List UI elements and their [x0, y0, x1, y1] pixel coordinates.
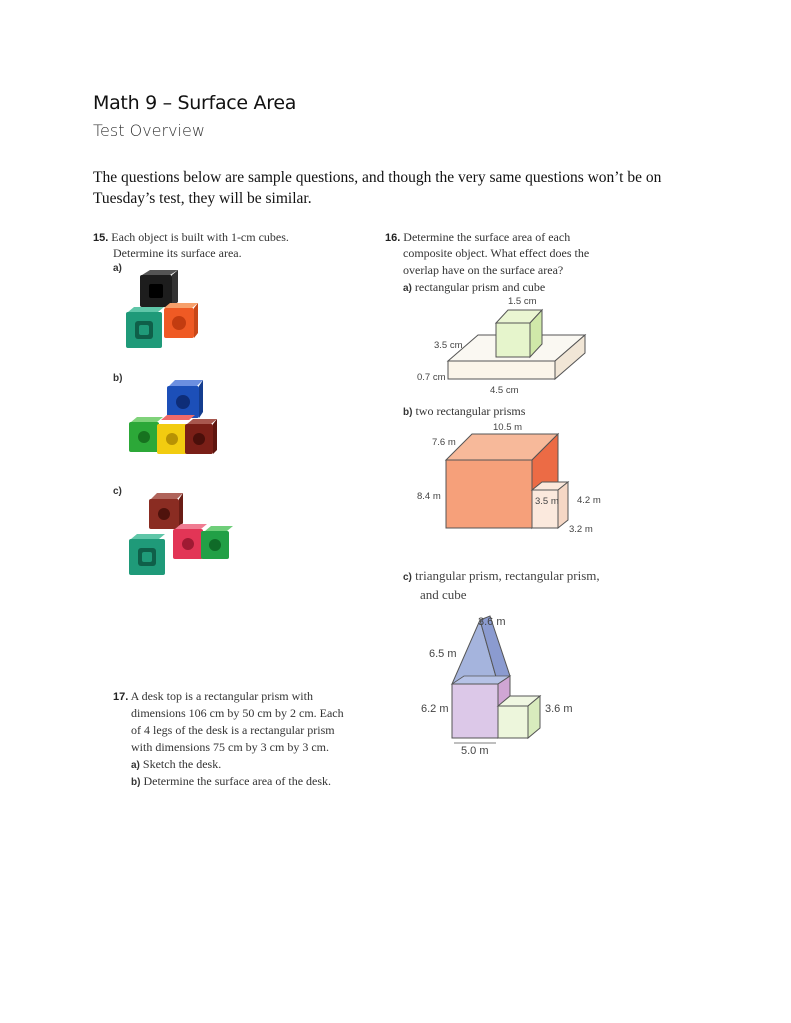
dim-prism-height: 0.7 cm: [417, 372, 446, 383]
dim-large-height: 8.4 m: [417, 491, 441, 502]
question-17-part-b-label: b): [131, 777, 141, 788]
dim-small-depth: 3.2 m: [569, 524, 593, 535]
dim-triangle-top: 3.6 m: [478, 616, 506, 628]
question-16-line1: Determine the surface area of each: [403, 230, 571, 244]
question-17-line4: with dimensions 75 cm by 3 cm by 3 cm.: [131, 740, 329, 754]
question-16-part-b-label: b): [403, 407, 413, 418]
question-15-part-b-label: b): [113, 373, 123, 384]
question-15-line2: Determine its surface area.: [113, 246, 242, 260]
dim-prism-height: 6.2 m: [421, 703, 449, 715]
question-15-line1: Each object is built with 1-cm cubes.: [111, 230, 289, 244]
question-17-line3: of 4 legs of the desk is a rectangular prism: [131, 723, 335, 737]
dim-large-depth: 7.6 m: [432, 437, 456, 448]
question-15-part-a-label: a): [113, 263, 122, 274]
question-17-part-b-text: Determine the surface area of the desk.: [143, 774, 332, 788]
question-16-part-b-text: two rectangular prisms: [415, 404, 526, 418]
black-cube: [140, 270, 178, 307]
question-15-number: 15.: [93, 232, 109, 244]
dim-prism-depth: 3.5 cm: [434, 340, 463, 351]
question-16-line2: composite object. What effect does the: [403, 246, 590, 260]
blue-cube: [167, 380, 203, 418]
cube-object-b: [125, 380, 225, 462]
question-17-part-a-label: a): [131, 760, 140, 771]
maroon-cube: [149, 493, 183, 529]
question-17-part-a: [131, 756, 221, 774]
maroon-cube: [185, 419, 217, 454]
question-16-number: 16.: [385, 232, 401, 244]
figure-16c-composite: [440, 612, 580, 747]
question-17-line1: A desk top is a rectangular prism with: [130, 689, 313, 703]
question-16-line3: overlap have on the surface area?: [403, 263, 564, 277]
dim-small-width: 3.5 m: [535, 496, 559, 507]
page-title: Math 9 – Surface Area: [93, 92, 297, 114]
question-17-part-b: [131, 773, 331, 791]
question-17: [113, 688, 373, 706]
cube-object-c: [125, 493, 235, 583]
question-17-number: 17.: [113, 691, 129, 703]
yellow-cube: [157, 424, 187, 454]
question-16-part-c: [403, 567, 600, 587]
question-17-line2: dimensions 106 cm by 50 cm by 2 cm. Each: [131, 706, 344, 720]
teal-cube: [129, 534, 165, 575]
figure-16b-two-prisms: [440, 430, 590, 535]
question-16-part-a-label: a): [403, 283, 412, 294]
question-15-part-c-label: c): [113, 486, 122, 497]
question-16-part-c-text1: triangular prism, rectangular prism,: [415, 568, 600, 583]
question-17-part-a-text: Sketch the desk.: [142, 757, 222, 771]
page-subtitle: Test Overview: [93, 121, 205, 140]
question-16-part-a-text: rectangular prism and cube: [414, 280, 546, 294]
dim-small-height: 4.2 m: [577, 495, 601, 506]
question-16-part-b: [403, 403, 525, 421]
question-16-part-c-text2: and cube: [420, 587, 467, 602]
green-cube: [201, 526, 233, 559]
dim-cube-edge: 3.6 m: [545, 703, 573, 715]
dim-cube-edge: 1.5 cm: [508, 296, 537, 307]
intro-paragraph: The questions below are sample questions, and though the very same questions won’t be on Tuesday’s test, they will be similar.: [93, 169, 662, 207]
dim-triangle-slant: 6.5 m: [429, 648, 457, 660]
dim-prism-length: 4.5 cm: [490, 385, 519, 396]
red-cube: [161, 415, 195, 420]
dim-base-width: 5.0 m: [461, 745, 489, 757]
orange-cube: [164, 303, 198, 338]
teal-cube: [126, 307, 164, 348]
cube-object-a: [122, 270, 212, 355]
question-16-part-c-label: c): [403, 572, 412, 583]
dim-large-length: 10.5 m: [493, 422, 523, 433]
